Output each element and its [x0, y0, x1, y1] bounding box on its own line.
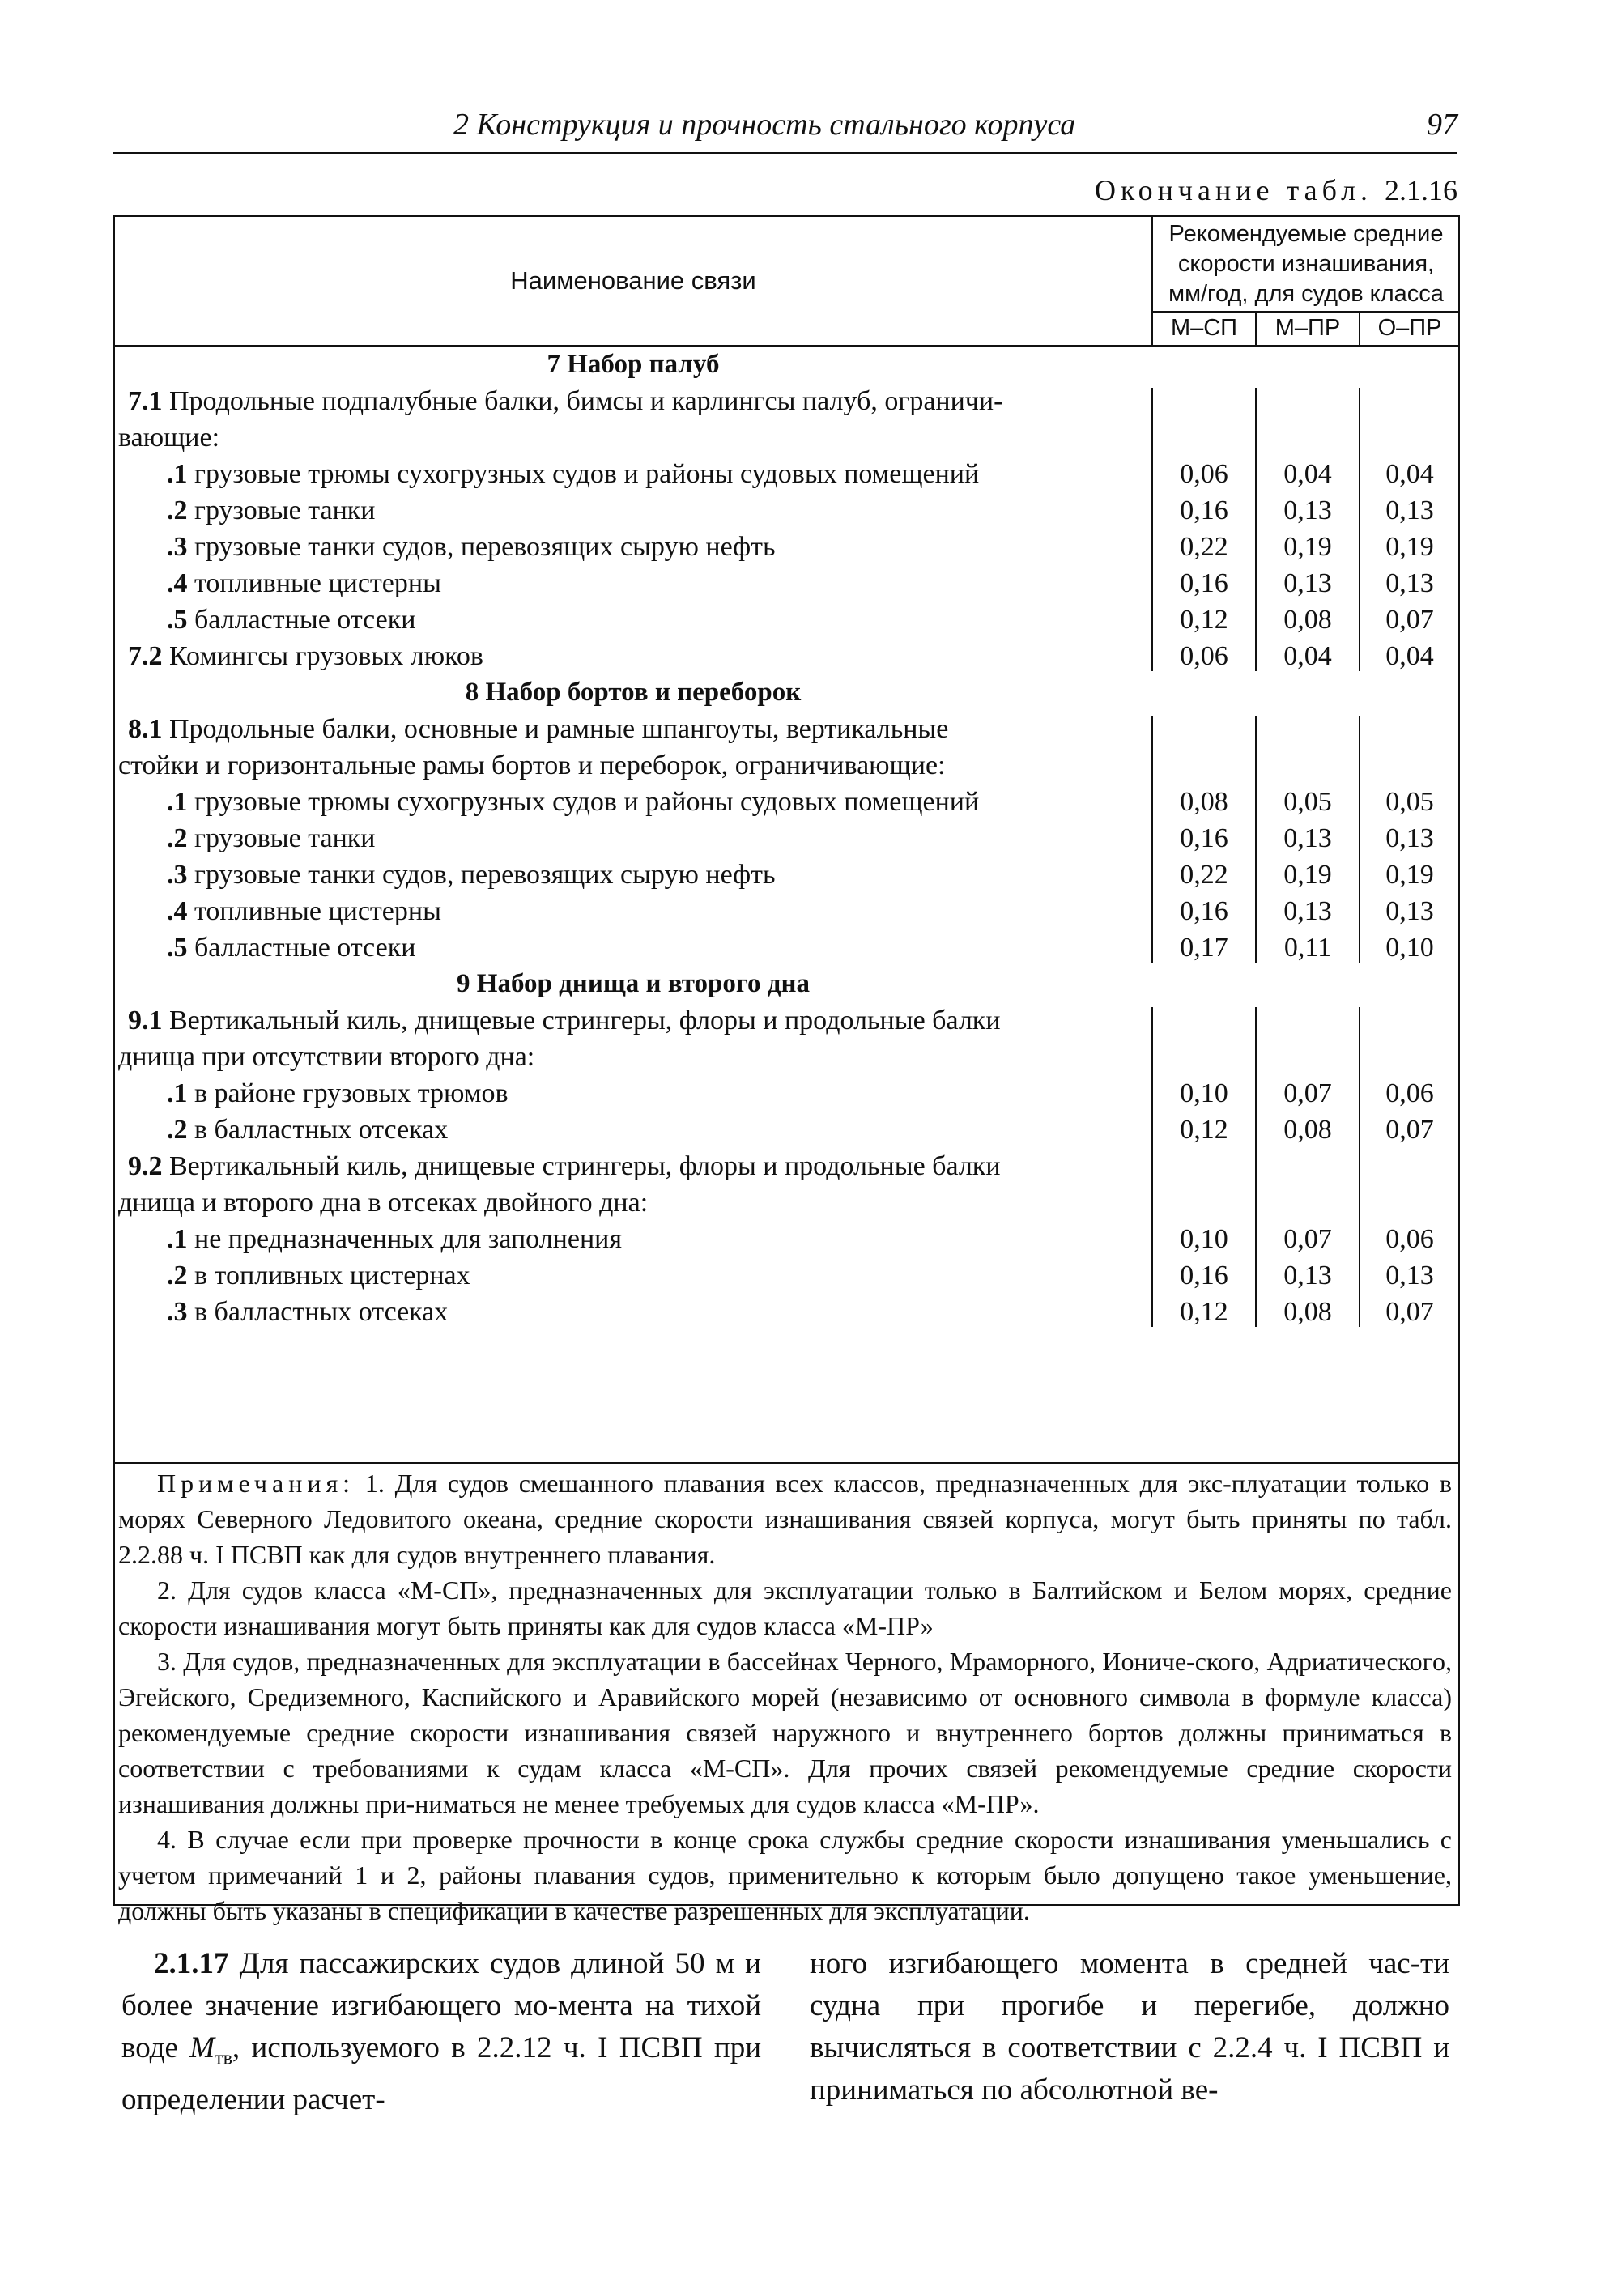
moment-subscript: тв	[215, 2047, 232, 2069]
row-text: грузовые танки судов, перевозящих сырую нефть	[187, 532, 776, 562]
table-row	[115, 529, 1458, 565]
value-cell: 0,08	[1180, 787, 1228, 817]
row-number: 9.2	[128, 1151, 163, 1181]
row-number: .4	[167, 896, 188, 926]
value-cell: 0,22	[1180, 860, 1228, 890]
row-text: Продольные балки, основные и рамные шпангоуты, вертикальные	[162, 714, 949, 744]
table-row	[115, 857, 1458, 893]
row-text: в районе грузовых трюмов	[187, 1078, 509, 1108]
moment-symbol: M	[189, 2031, 215, 2064]
value-cell: 0,05	[1385, 787, 1434, 817]
table-caption	[1095, 173, 1457, 207]
value-cell: 0,07	[1385, 605, 1434, 635]
column-header-group-line: Рекомендуемые средние	[1168, 221, 1444, 247]
row-number: .5	[167, 605, 188, 635]
column-rule	[1151, 716, 1153, 963]
table-caption-number: 2.1.16	[1385, 174, 1457, 206]
wear-rate-table	[113, 215, 1460, 1925]
value-cell: 0,19	[1283, 860, 1332, 890]
column-header-name: Наименование связи	[510, 266, 756, 295]
row-description	[128, 383, 1002, 419]
value-cell: 0,04	[1385, 459, 1434, 489]
value-cell: 0,16	[1180, 568, 1228, 598]
row-description	[167, 1294, 448, 1330]
column-header-class: М–ПР	[1255, 313, 1359, 345]
note-4: 4. В случае если при проверке прочности в конце срока службы средние скорости изнашивания уменьшались с учетом примечаний 1 и 2, районы плавания судов, применительно к которым было допущено такое уменьшение, должны быть указаны в спецификации в качестве разрешенных для эксплуатации.	[118, 1825, 1452, 1925]
value-cell: 0,13	[1283, 896, 1332, 926]
column-rule	[1151, 1007, 1153, 1327]
row-number: .3	[167, 532, 188, 562]
row-description	[167, 602, 415, 638]
row-text: грузовые танки	[187, 823, 376, 853]
row-description	[128, 1148, 1001, 1184]
column-rule	[1359, 1007, 1360, 1327]
value-cell: 0,10	[1180, 1224, 1228, 1254]
value-cell: 0,07	[1283, 1078, 1332, 1108]
value-cell: 0,07	[1385, 1297, 1434, 1327]
table-row	[115, 1294, 1458, 1330]
row-text: грузовые танки судов, перевозящих сырую нефть	[187, 860, 776, 890]
row-number: .1	[167, 1078, 188, 1108]
row-number: .3	[167, 860, 188, 890]
value-cell: 0,10	[1385, 933, 1434, 963]
value-cell: 0,08	[1283, 1297, 1332, 1327]
row-description	[167, 456, 979, 492]
column-header-group-line: скорости изнашивания,	[1177, 251, 1435, 277]
row-text: Вертикальный киль, днищевые стрингеры, флоры и продольные балки	[162, 1006, 1001, 1035]
row-text: в балластных отсеках	[187, 1297, 449, 1327]
value-cell: 0,08	[1283, 1115, 1332, 1145]
row-description	[167, 857, 775, 893]
row-description	[167, 1075, 509, 1112]
row-number: .2	[167, 1115, 188, 1145]
value-cell: 0,04	[1283, 641, 1332, 671]
row-text: в балластных отсеках	[187, 1115, 449, 1145]
row-number: .2	[167, 823, 188, 853]
table-row	[115, 1112, 1458, 1148]
page-number: 97	[1427, 108, 1457, 142]
row-number: 7.1	[128, 386, 163, 416]
row-number: 7.2	[128, 641, 163, 671]
row-text: днища при отсутствии второго дна:	[118, 1042, 535, 1072]
row-description	[167, 1257, 470, 1294]
value-cell: 0,05	[1283, 787, 1332, 817]
row-number: .2	[167, 495, 188, 525]
table-row	[115, 1148, 1458, 1184]
table-caption-label: Окончание табл.	[1094, 174, 1372, 206]
notes-divider	[115, 1462, 1458, 1464]
body-text-right: ного изгибающего момента в средней час-ти судна при прогибе и перегибе, должно вычисляться в соответствии с 2.2.4 ч. I ПСВП и приниматься по абсолютной ве-	[810, 1947, 1449, 2107]
table-row	[115, 419, 1458, 456]
table-row	[115, 383, 1458, 419]
table-row	[115, 456, 1458, 492]
value-cell: 0,13	[1385, 896, 1434, 926]
table-row	[115, 565, 1458, 602]
value-cell: 0,13	[1385, 568, 1434, 598]
row-number: .1	[167, 459, 188, 489]
table-row	[115, 1039, 1458, 1075]
value-cell: 0,06	[1180, 459, 1228, 489]
notes-label: Примечания:	[157, 1469, 355, 1498]
column-rule	[1359, 388, 1360, 671]
table-row	[115, 1221, 1458, 1257]
value-cell: 0,07	[1283, 1224, 1332, 1254]
table-row	[115, 638, 1458, 674]
value-cell: 0,06	[1180, 641, 1228, 671]
note-2: 2. Для судов класса «М-СП», предназначенных для эксплуатации только в Балтийском и Белом морях, средние скорости изнашивания могут быть приняты как для судов класса «М-ПР»	[118, 1575, 1452, 1640]
column-rule	[1255, 388, 1257, 671]
note-1: Примечания: 1. Для судов смешанного плавания всех классов, предназначенных для экс-плуатации только в морях Северного Ледовитого океана, средние скорости изнашивания связей корпуса, могут быть приняты по табл. 2.2.88 ч. I ПСВП как для судов внутреннего плавания.	[118, 1469, 1452, 1569]
row-text: балластные отсеки	[187, 605, 416, 635]
section-row	[115, 966, 1458, 1002]
value-cell: 0,04	[1283, 459, 1332, 489]
table-row	[115, 893, 1458, 929]
column-rule	[1359, 716, 1360, 963]
row-description	[118, 1039, 534, 1075]
row-description	[167, 929, 415, 966]
value-cell: 0,07	[1385, 1115, 1434, 1145]
value-cell: 0,06	[1385, 1078, 1434, 1108]
table-row	[115, 929, 1458, 966]
section-row	[115, 347, 1458, 383]
value-cell: 0,13	[1283, 1261, 1332, 1290]
value-cell: 0,13	[1283, 495, 1332, 525]
value-cell: 0,19	[1385, 860, 1434, 890]
value-cell: 0,06	[1385, 1224, 1434, 1254]
row-description	[167, 893, 441, 929]
running-header-title: 2 Конструкция и прочность стального корпуса	[453, 108, 1076, 142]
value-cell: 0,16	[1180, 896, 1228, 926]
value-cell: 0,13	[1283, 568, 1332, 598]
value-cell: 0,17	[1180, 933, 1228, 963]
section-row	[115, 674, 1458, 711]
table-row	[115, 602, 1458, 638]
row-description	[128, 1002, 1001, 1039]
row-text: не предназначенных для заполнения	[187, 1224, 622, 1254]
column-rule	[1255, 1007, 1257, 1327]
row-text: грузовые танки	[187, 495, 376, 525]
row-text: топливные цистерны	[187, 568, 441, 598]
row-text: грузовые трюмы сухогрузных судов и районы судовых помещений	[187, 787, 980, 817]
table-notes	[115, 1465, 1455, 1928]
row-description	[167, 492, 376, 529]
table-row	[115, 1075, 1458, 1112]
row-text: днища и второго дна в отсеках двойного дна:	[118, 1188, 649, 1218]
row-number: .2	[167, 1261, 188, 1290]
section-title: 8 Набор бортов и переборок	[465, 678, 802, 707]
value-cell: 0,04	[1385, 641, 1434, 671]
value-cell: 0,13	[1283, 823, 1332, 853]
row-number: .1	[167, 787, 188, 817]
row-number: .4	[167, 568, 188, 598]
value-cell: 0,19	[1283, 532, 1332, 562]
value-cell: 0,16	[1180, 495, 1228, 525]
value-cell: 0,22	[1180, 532, 1228, 562]
value-cell: 0,10	[1180, 1078, 1228, 1108]
row-text: Продольные подпалубные балки, бимсы и карлингсы палуб, ограничи-	[162, 386, 1003, 416]
row-text: стойки и горизонтальные рамы бортов и переборок, ограничивающие:	[118, 750, 946, 780]
row-description	[167, 1112, 448, 1148]
section-title: 7 Набор палуб	[547, 350, 720, 379]
value-cell: 0,13	[1385, 1261, 1434, 1290]
row-number: 8.1	[128, 714, 163, 744]
row-text: топливные цистерны	[187, 896, 441, 926]
row-description	[167, 820, 376, 857]
row-description	[118, 1184, 648, 1221]
column-header-class: О–ПР	[1359, 313, 1459, 345]
row-description	[128, 711, 948, 747]
value-cell: 0,13	[1385, 495, 1434, 525]
row-number: .1	[167, 1224, 188, 1254]
note-3: 3. Для судов, предназначенных для эксплуатации в бассейнах Черного, Мраморного, Иониче-ского, Адриатического, Эгейского, Средиземного, Каспийского и Аравийского морей (независимо от основного символа в формуле класса) рекомендуемые средние скорости изнашивания связей наружного и внутреннего бортов должны приниматься в соответствии с требованиями к судам класса «М-СП». Для прочих связей рекомендуемые средние скорости изнашивания должны при-ниматься не менее требуемых для судов класса «М-ПР».	[118, 1647, 1452, 1818]
row-description	[167, 1221, 622, 1257]
value-cell: 0,13	[1385, 823, 1434, 853]
value-cell: 0,16	[1180, 823, 1228, 853]
column-rule	[1255, 716, 1257, 963]
body-text-left: 2.1.17 Для пассажирских судов длиной 50 м и более значение изгибающего мо-мента на тихой воде $M_{тв}$, используемого в 2.2.12 ч. I ПСВП при определении расчет-	[121, 1947, 761, 2117]
row-description	[167, 565, 441, 602]
column-header-group	[1151, 217, 1459, 313]
table-row	[115, 784, 1458, 820]
running-header	[113, 107, 1457, 154]
table-row	[115, 1257, 1458, 1294]
row-description	[118, 419, 219, 456]
value-cell: 0,12	[1180, 1115, 1228, 1145]
row-text: Вертикальный киль, днищевые стрингеры, флоры и продольные балки	[162, 1151, 1001, 1181]
table-row	[115, 492, 1458, 529]
table-row	[115, 711, 1458, 747]
row-number: 9.1	[128, 1006, 163, 1035]
column-header-group-line: мм/год, для судов класса	[1168, 281, 1444, 307]
value-cell: 0,08	[1283, 605, 1332, 635]
row-text: грузовые трюмы сухогрузных судов и районы судовых помещений	[187, 459, 980, 489]
clause-number: 2.1.17	[154, 1947, 229, 1980]
column-header-class: М–СП	[1151, 313, 1255, 345]
row-number: .3	[167, 1297, 188, 1327]
row-text: Комингсы грузовых люков	[162, 641, 483, 671]
row-number: .5	[167, 933, 188, 963]
value-cell: 0,16	[1180, 1261, 1228, 1290]
table-row	[115, 820, 1458, 857]
section-title: 9 Набор днища и второго дна	[457, 969, 810, 998]
table-row	[115, 1184, 1458, 1221]
row-description	[118, 747, 945, 784]
row-description	[128, 638, 483, 674]
value-cell: 0,19	[1385, 532, 1434, 562]
table-row	[115, 1002, 1458, 1039]
table-row	[115, 747, 1458, 784]
table-body	[115, 347, 1458, 1330]
value-cell: 0,12	[1180, 605, 1228, 635]
row-text: вающие:	[118, 423, 220, 453]
column-rule	[1151, 388, 1153, 671]
row-text: в топливных цистернах	[187, 1261, 470, 1290]
row-description	[167, 529, 775, 565]
value-cell: 0,11	[1283, 933, 1332, 963]
row-text: балластные отсеки	[187, 933, 416, 963]
value-cell: 0,12	[1180, 1297, 1228, 1327]
row-description	[167, 784, 979, 820]
